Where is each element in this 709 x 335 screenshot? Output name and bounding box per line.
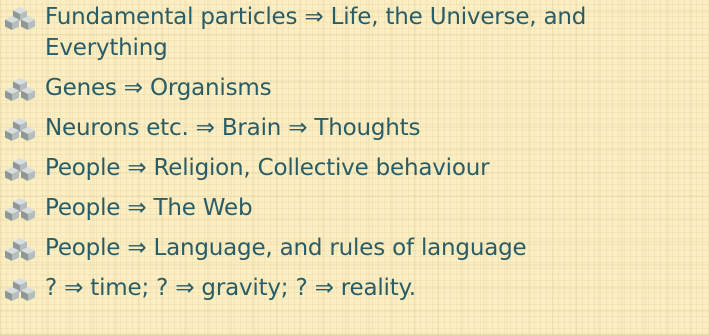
list-item-text: ? ⇒ time; ? ⇒ gravity; ? ⇒ reality. [45,275,416,301]
stacked-cubes-icon [3,117,37,142]
stacked-cubes-icon [3,77,37,102]
list-item [0,0,709,64]
stacked-cubes-icon [3,157,37,182]
list-item-text: Genes ⇒ Organisms [45,75,272,101]
list-item-text: Neurons etc. ⇒ Brain ⇒ Thoughts [45,115,421,141]
stacked-cubes-icon [3,6,37,31]
list-item [0,113,709,144]
stacked-cubes-icon [3,237,37,262]
list-item-text: People ⇒ Religion, Collective behaviour [45,155,490,181]
list-item [0,193,709,224]
stacked-cubes-icon [3,277,37,302]
stacked-cubes-icon [3,197,37,222]
list-item-text: People ⇒ Language, and rules of language [45,235,527,261]
list-item [0,273,709,304]
list-item-text: People ⇒ The Web [45,195,253,221]
list-item [0,233,709,264]
list-item [0,73,709,104]
list-item-text: Fundamental particles ⇒ Life, the Universe, and Everything [45,4,587,61]
list-item [0,153,709,184]
